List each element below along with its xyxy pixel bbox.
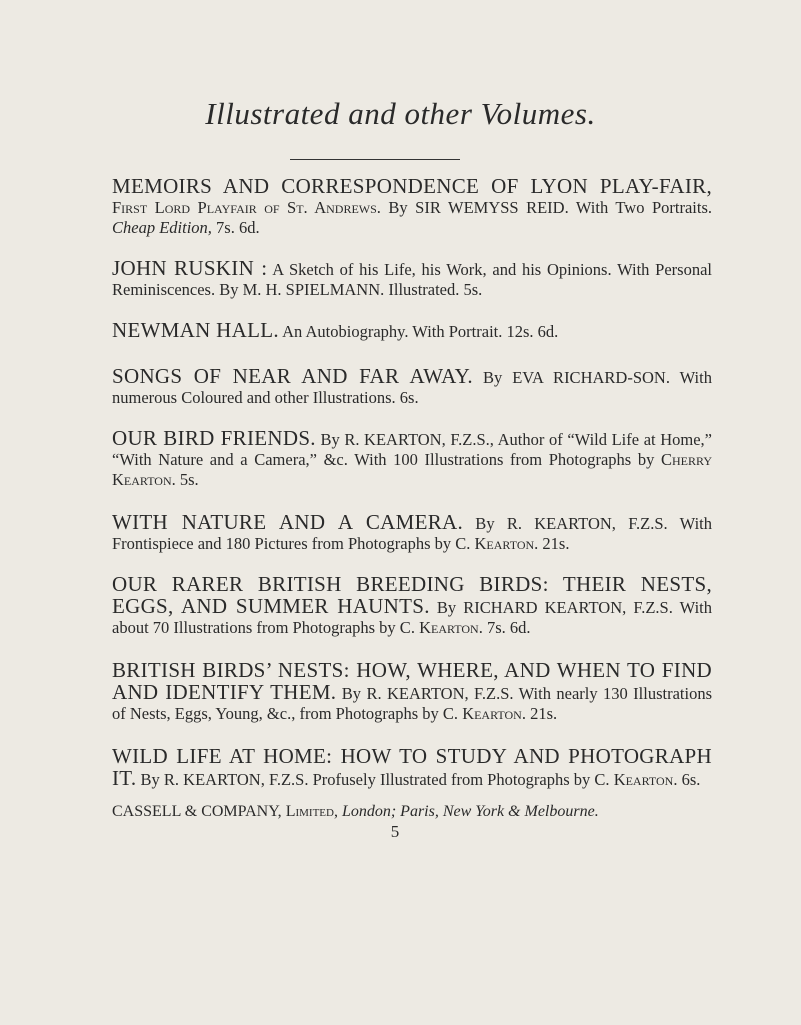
entry-photographer: Kearton. <box>462 704 526 723</box>
entry-text: By RICHARD KEARTON, F.Z.S. With about 70 Illustrations from Photographs by C. <box>112 598 712 637</box>
entry-price: 21s. <box>538 534 570 553</box>
entry-heading: OUR RARER BRITISH BREEDING BIRDS: THEIR NESTS, EGGS, AND SUMMER HAUNTS. <box>112 572 712 618</box>
entry-photographer: Kearton. <box>613 770 678 789</box>
list-item <box>112 746 712 790</box>
entry-heading: JOHN RUSKIN : <box>112 256 268 280</box>
entry-photographer: Kearton. <box>474 534 539 553</box>
entry-heading: OUR BIRD FRIENDS. <box>112 426 316 450</box>
page-number: 5 <box>390 822 400 841</box>
list-item <box>112 512 712 554</box>
list-item <box>112 428 712 490</box>
publisher-places: London; Paris, New York & Melbourne. <box>337 803 599 820</box>
entry-price: 21s. <box>525 704 558 723</box>
volume-list <box>112 176 712 842</box>
entry-edition: Cheap Edition, <box>112 218 212 237</box>
entry-heading: MEMOIRS AND CORRESPONDENCE OF LYON PLAY-FAIR, <box>112 174 712 198</box>
entry-photographer: Cherry Kearton. <box>112 450 712 489</box>
entry-photographer: Kearton. <box>419 618 483 637</box>
title-rule <box>290 159 460 160</box>
entry-text: By R. KEARTON, F.Z.S., Author of “Wild Life at Home,” “With Nature and a Camera,” &c. With 100 Illustrations from Photographs by <box>112 430 712 469</box>
publisher-name: CASSELL & COMPANY, <box>112 803 286 820</box>
entry-subtitle: First Lord Playfair of St. Andrews. <box>112 198 381 217</box>
entry-text: By R. KEARTON, F.Z.S. With Frontispiece and 180 Pictures from Photographs by C. <box>112 514 712 553</box>
list-item <box>112 574 712 638</box>
entry-price: 6s. <box>677 770 701 789</box>
entry-price: 5s. <box>175 470 199 489</box>
entry-heading: SONGS OF NEAR AND FAR AWAY. <box>112 364 473 388</box>
entry-price: 7s. 6d. <box>482 618 531 637</box>
list-item <box>112 366 712 408</box>
entry-heading: WITH NATURE AND A CAMERA. <box>112 510 464 534</box>
entry-heading: NEWMAN HALL. <box>112 318 279 342</box>
entry-text: An Autobiography. With Portrait. 12s. 6d. <box>278 322 559 341</box>
page-title: Illustrated and other Volumes. <box>205 96 596 131</box>
list-item <box>112 320 712 342</box>
list-item <box>112 258 712 300</box>
publisher-limited: Limited, <box>285 803 338 820</box>
entry-text: By EVA RICHARD-SON. With numerous Coloured and other Illustrations. 6s. <box>112 368 712 407</box>
list-item <box>112 660 712 724</box>
publisher-imprint <box>112 802 712 822</box>
entry-heading: WILD LIFE AT HOME: HOW TO STUDY AND PHOTOGRAPH IT. <box>112 744 712 790</box>
list-item <box>112 176 712 238</box>
entry-text: A Sketch of his Life, his Work, and his Opinions. With Personal Reminiscences. By M. H. SPIELMANN. Illustrated. 5s. <box>112 260 712 299</box>
entry-text: By R. KEARTON, F.Z.S. With nearly 130 Illustrations of Nests, Eggs, Young, &c., from Photographs by C. <box>112 684 712 723</box>
entry-heading: BRITISH BIRDS’ NESTS: HOW, WHERE, AND WHEN TO FIND AND IDENTIFY THEM. <box>112 658 712 704</box>
entry-text: By R. KEARTON, F.Z.S. Profusely Illustrated from Photographs by C. <box>136 770 614 789</box>
entry-text: By SIR WEMYSS REID. With Two Portraits. <box>380 198 712 217</box>
entry-price: 7s. 6d. <box>211 218 260 237</box>
